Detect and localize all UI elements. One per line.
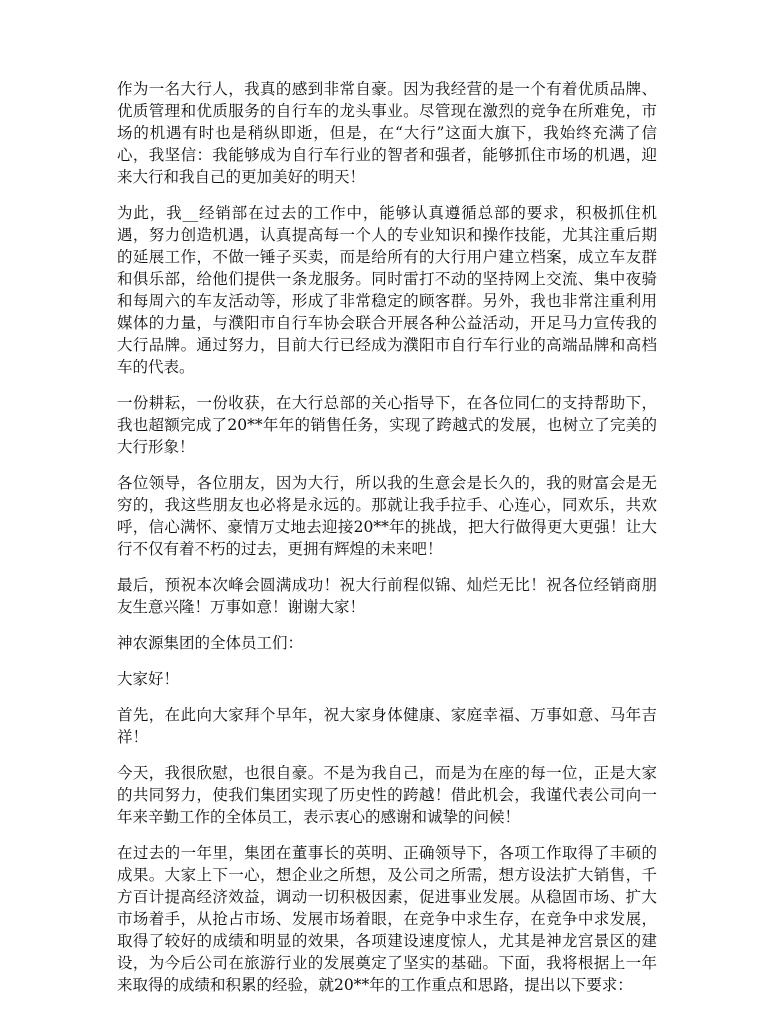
paragraph-thanks: 今天，我很欣慰，也很自豪。不是为我自己，而是为在座的每一位，正是大家的共同努力，使我们集团实现了历史性的跨越！借此机会，我谨代表公司向一年来辛勤工作的全体员工，表示衷心的感谢和诚挚的问候！ [117, 764, 657, 826]
paragraph-friends: 各位领导，各位朋友，因为大行，所以我的生意会是长久的，我的财富会是无穷的，我这些朋友也必将是永远的。那就让我手拉手、心连心，同欢乐，共欢呼，信心满怀、豪情万丈地去迎接20**年的挑战，把大行做得更大更强！让大行不仅有着不朽的过去，更拥有辉煌的未来吧！ [117, 474, 657, 558]
paragraph-salutation: 神农源集团的全体员工们： [117, 634, 304, 652]
paragraph-new-year-wishes: 首先，在此向大家拜个早年，祝大家身体健康、家庭幸福、万事如意、马年吉祥！ [117, 706, 657, 746]
paragraph-greeting: 大家好！ [117, 670, 180, 688]
paragraph-harvest: 一份耕耘，一份收获，在大行总部的关心指导下，在各位同仁的支持帮助下，我也超额完成了20**年年的销售任务，实现了跨越式的发展，也树立了完美的大行形象！ [117, 394, 657, 456]
document-body [117, 78, 657, 1010]
paragraph-closing-wishes: 最后，预祝本次峰会圆满成功！祝大行前程似锦、灿烂无比！祝各位经销商朋友生意兴隆！万事如意！谢谢大家！ [117, 576, 657, 616]
paragraph-pride: 作为一名大行人，我真的感到非常自豪。因为我经营的是一个有着优质品牌、优质管理和优质服务的自行车的龙头事业。尽管现在激烈的竞争在所难免，市场的机遇有时也是稍纵即逝，但是，在“大行”这面大旗下，我始终充满了信心，我坚信：我能够成为自行车行业的智者和强者，能够抓住市场的机遇，迎来大行和我自己的更加美好的明天！ [117, 80, 657, 186]
paragraph-dealer-work: 为此，我__经销部在过去的工作中，能够认真遵循总部的要求，积极抓住机遇，努力创造机遇，认真提高每一个人的专业知识和操作技能，尤其注重后期的延展工作，不做一锤子买卖，而是给所有的大行用户建立档案，成立车友群和俱乐部，给他们提供一条龙服务。同时雷打不动的坚持网上交流、集中夜骑和每周六的车友活动等，形成了非常稳定的顾客群。另外，我也非常注重利用媒体的力量，与濮阳市自行车协会联合开展各种公益活动，开足马力宣传我的大行品牌。通过努力，目前大行已经成为濮阳市自行车行业的高端品牌和高档车的代表。 [117, 204, 657, 376]
paragraph-review: 在过去的一年里，集团在董事长的英明、正确领导下，各项工作取得了丰硕的成果。大家上下一心，想企业之所想，及公司之所需，想方设法扩大销售，千方百计提高经济效益，调动一切积极因素，促进事业发展。从稳固市场、扩大市场着手，从抢占市场、发展市场着眼，在竞争中求生存，在竞争中求发展，取得了较好的成绩和明显的效果，各项建设速度惊人，尤其是神龙宫景区的建设，为今后公司在旅游行业的发展奠定了坚实的基础。下面，我将根据上一年来取得的成绩和积累的经验，就20**年的工作重点和思路，提出以下要求： [117, 844, 657, 994]
